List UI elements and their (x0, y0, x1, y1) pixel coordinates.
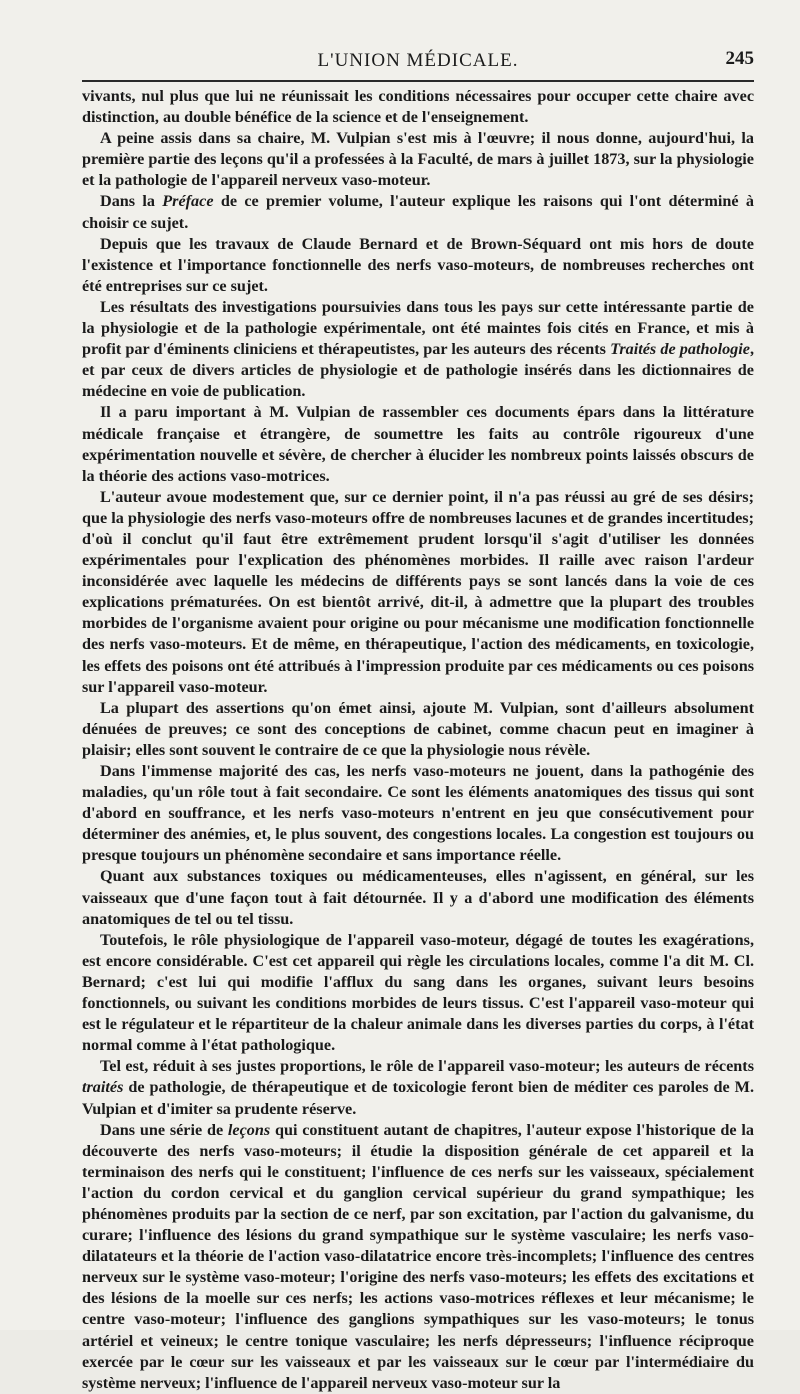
paragraph-text: Depuis que les travaux de Claude Bernard et de Brown-Séquard ont mis hors de doute l'existence et l'importance fonctionnelle des nerfs vaso-moteurs, de nombreuses recherches ont été entreprises sur ce sujet. (82, 234, 754, 295)
page-number: 245 (725, 48, 754, 69)
paragraph (82, 297, 754, 402)
paragraph-text: Dans la (100, 192, 163, 211)
paragraph (82, 487, 754, 698)
paragraph-text: Dans l'immense majorité des cas, les nerfs vaso-moteurs ne jouent, dans la pathogénie des maladies, qu'un rôle tout à fait secondaire. Ce sont les éléments anatomiques des tissus qui sont d'abord en souffrance, et les nerfs vaso-moteurs n'entrent en jeu que consécutivement pour déterminer des anémies, et, le plus souvent, des congestions locales. La congestion est toujours ou presque toujours un phénomène secondaire et sans importance réelle. (82, 762, 754, 865)
header-rule (82, 80, 754, 82)
paragraph-text: L'auteur avoue modestement que, sur ce dernier point, il n'a pas réussi au gré de ses désirs; que la physiologie des nerfs vaso-moteurs offre de nombreuses lacunes et de grandes incertitudes; d'où il conclut qu'il faut être extrêmement prudent lorsqu'il s'agit d'utiliser les données expérimentales pour l'explication des phénomènes morbides. Il raille avec raison l'ardeur inconsidérée avec laquelle les médecins de différents pays se sont lancés dans la voie de ces explications prématurées. On est bientôt arrivé, dit-il, à admettre que la plupart des troubles morbides de l'organisme avaient pour origine ou pour mécanisme une modification fonctionnelle des nerfs vaso-moteurs. Et de même, en thérapeutique, l'action des médicaments, en toxicologie, les effets des poisons ont été attribués à l'impression produite par ces médicaments ou ces poisons sur l'appareil vaso-moteur. (82, 487, 754, 696)
paragraph (82, 402, 754, 486)
paragraph (82, 191, 754, 233)
paragraph (82, 866, 754, 929)
paragraph (82, 698, 754, 761)
article-body (82, 86, 754, 1394)
paragraph-text: vivants, nul plus que lui ne réunissait les conditions nécessaires pour occuper cette chaire avec distinction, au double bénéfice de la science et de l'enseignement. (82, 87, 754, 127)
paragraph-text: Tel est, réduit à ses justes proportions, le rôle de l'appareil vaso-moteur; les auteurs de récents (100, 1057, 754, 1076)
paragraph-text: de ce premier volume, l'auteur explique les raisons qui l'ont déterminé à choisir ce sujet. (82, 192, 754, 232)
journal-title: L'UNION MÉDICALE. (317, 50, 519, 71)
italic-term: traités (82, 1078, 124, 1097)
paragraph-text: Il a paru important à M. Vulpian de rassembler ces documents épars dans la littérature médicale française et étrangère, de soumettre les faits au contrôle rigoureux d'une expérimentation nouvelle et sévère, de chercher à élucider les nombreux points laissés obscurs de la théorie des actions vaso-motrices. (82, 403, 754, 485)
paragraph (82, 234, 754, 297)
running-header (82, 0, 754, 71)
italic-term: leçons (227, 1120, 271, 1139)
paragraph (82, 930, 754, 1057)
paragraph-text: de pathologie, de thérapeutique et de toxicologie feront bien de méditer ces paroles de M. Vulpian et d'imiter sa prudente réserve. (82, 1078, 754, 1118)
paragraph-text: A peine assis dans sa chaire, M. Vulpian s'est mis à l'œuvre; il nous donne, aujourd'hui, la première partie des leçons qu'il a professées à la Faculté, de mars à juillet 1873, sur la physiologie et la pathologie de l'appareil nerveux vaso-moteur. (82, 129, 754, 190)
paragraph-text: Toutefois, le rôle physiologique de l'appareil vaso-moteur, dégagé de toutes les exagérations, est encore considérable. C'est cet appareil qui règle les circulations locales, comme l'a dit M. Cl. Bernard; c'est lui qui modifie l'afflux du sang dans les organes, suivant leurs besoins fonctionnels, ou suivant les conditions morbides de leurs tissus. C'est l'appareil vaso-moteur qui est le régulateur et le répartiteur de la chaleur animale dans les diverses parties du corps, à l'état normal comme à l'état pathologique. (82, 930, 754, 1055)
paragraph-text: qui constituent autant de chapitres, l'auteur expose l'historique de la découverte des nerfs vaso-moteurs; il étudie la disposition générale de cet appareil et la terminaison des nerfs qui le constituent; l'influence de ces nerfs sur les vaisseaux, spécialement l'action du cordon cervical et du ganglion cervical supérieur du grand sympathique; les phénomènes produits par la section de ce nerf, par son excitation, par l'action du galvanisme, du curare; l'influence des lésions du grand sympathique sur le système vasculaire; les nerfs vaso-dilatateurs et la théorie de l'action vaso-dilatatrice encore très-incomplets; l'influence des centres nerveux sur le système vaso-moteur; l'origine des nerfs vaso-moteurs; les effets des excitations et des lésions de la moelle sur ces nerfs; les actions vaso-motrices réflexes et leur mécanisme; le centre vaso-moteur; l'influence des ganglions sympathiques sur les vaso-moteurs; le tonus artériel et veineux; le centre tonique vasculaire; les nerfs dépresseurs; l'influence réciproque exercée par le cœur sur les vaisseaux et par les vaisseaux sur le cœur par l'intermédiaire du système nerveux; l'influence de l'appareil nerveux vaso-moteur sur la (82, 1120, 754, 1392)
paragraph-text: , et par ceux de divers articles de physiologie et de pathologie insérés dans les dictionnaires de médecine en voie de publication. (82, 340, 754, 401)
paragraph (82, 128, 754, 191)
paragraph (82, 1120, 754, 1394)
italic-term: Traités de pathologie (610, 340, 750, 359)
paragraph-text: Quant aux substances toxiques ou médicamenteuses, elles n'agissent, en général, sur les vaisseaux que d'une façon tout à fait détournée. Il y a d'abord une modification des éléments anatomiques de tel ou tel tissu. (82, 867, 754, 928)
paragraph-text: Dans une série de (100, 1120, 228, 1139)
paragraph (82, 1056, 754, 1119)
paragraph (82, 761, 754, 866)
paragraph-text: Les résultats des investigations poursuivies dans tous les pays sur cette intéressante partie de la physiologie et de la pathologie expérimentale, ont été maintes fois cités en France, et mis à profit par d'éminents cliniciens et thérapeutistes, par les auteurs des récents (82, 297, 754, 359)
italic-term: Préface (162, 192, 214, 211)
paragraph-text: La plupart des assertions qu'on émet ainsi, ajoute M. Vulpian, sont d'ailleurs absolument dénuées de preuves; ce sont des conceptions de cabinet, comme chacun peut en imaginer à plaisir; elles sont souvent le contraire de ce que la physiologie nous révèle. (82, 698, 754, 759)
paragraph (82, 86, 754, 128)
